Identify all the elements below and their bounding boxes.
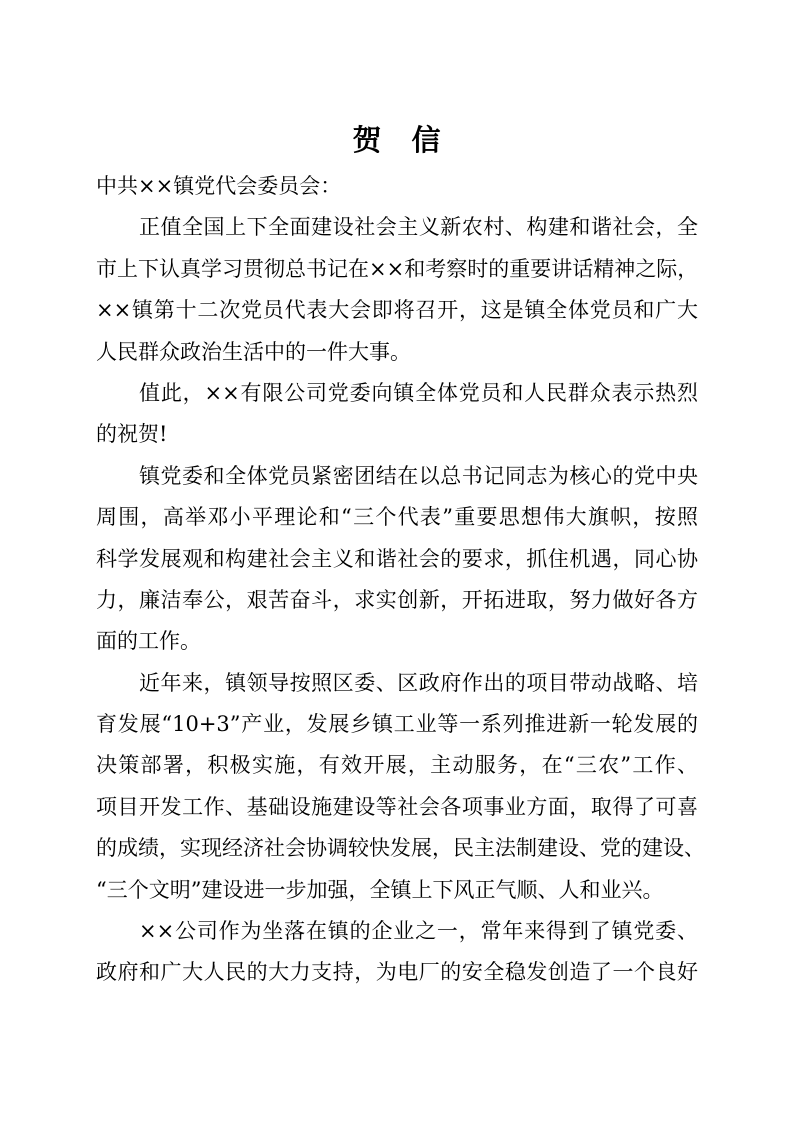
paragraph-4-line: 近年来，镇领导按照区委、区政府作出的项目带动战略、培 <box>139 670 698 695</box>
paragraph-4-line: 项目开发工作、基础设施建设等社会各项事业方面，取得了可喜 <box>96 794 698 819</box>
paragraph-3-line: 科学发展观和构建社会主义和谐社会的要求，抓住机遇，同心协 <box>96 546 698 571</box>
paragraph-4-line: 育发展“10+3”产业，发展乡镇工业等一系列推进新一轮发展的 <box>96 712 698 737</box>
title-char: 信 <box>411 123 441 157</box>
paragraph-1-line: ××镇第十二次党员代表大会即将召开，这是镇全体党员和广大 <box>96 298 698 323</box>
paragraph-1-line: 人民群众政治生活中的一件大事。 <box>96 339 411 364</box>
paragraph-4-line: 的成绩，实现经济社会协调较快发展，民主法制建设、党的建设、 <box>96 836 705 861</box>
title-char: 贺 <box>352 123 382 157</box>
paragraph-4-line: “三个文明”建设进一步加强，全镇上下风正气顺、人和业兴。 <box>96 877 664 902</box>
paragraph-5-line: ××公司作为坐落在镇的企业之一，常年来得到了镇党委、 <box>139 919 698 944</box>
paragraph-4-line: 决策部署，积极实施，有效开展，主动服务，在“三农”工作、 <box>96 753 698 778</box>
paragraph-3-line: 镇党委和全体党员紧密团结在以总书记同志为核心的党中央 <box>139 463 698 488</box>
paragraph-2-line: 值此，××有限公司党委向镇全体党员和人民群众表示热烈 <box>139 380 698 405</box>
paragraph-3-line: 周围，高举邓小平理论和“三个代表”重要思想伟大旗帜，按照 <box>96 505 698 530</box>
paragraph-1-line: 正值全国上下全面建设社会主义新农村、构建和谐社会，全 <box>139 215 698 240</box>
paragraph-5-line: 政府和广大人民的大力支持，为电厂的安全稳发创造了一个良好 <box>96 960 698 985</box>
paragraph-3-line: 力，廉洁奉公，艰苦奋斗，求实创新，开拓进取，努力做好各方 <box>96 587 698 612</box>
salutation: 中共××镇党代会委员会： <box>96 174 342 198</box>
paragraph-3-line: 面的工作。 <box>96 629 201 654</box>
paragraph-2-line: 的祝贺! <box>96 422 168 447</box>
paragraph-1-line: 市上下认真学习贯彻总书记在××和考察时的重要讲话精神之际， <box>96 256 699 281</box>
document-title <box>0 122 793 158</box>
letter-body <box>96 166 705 994</box>
